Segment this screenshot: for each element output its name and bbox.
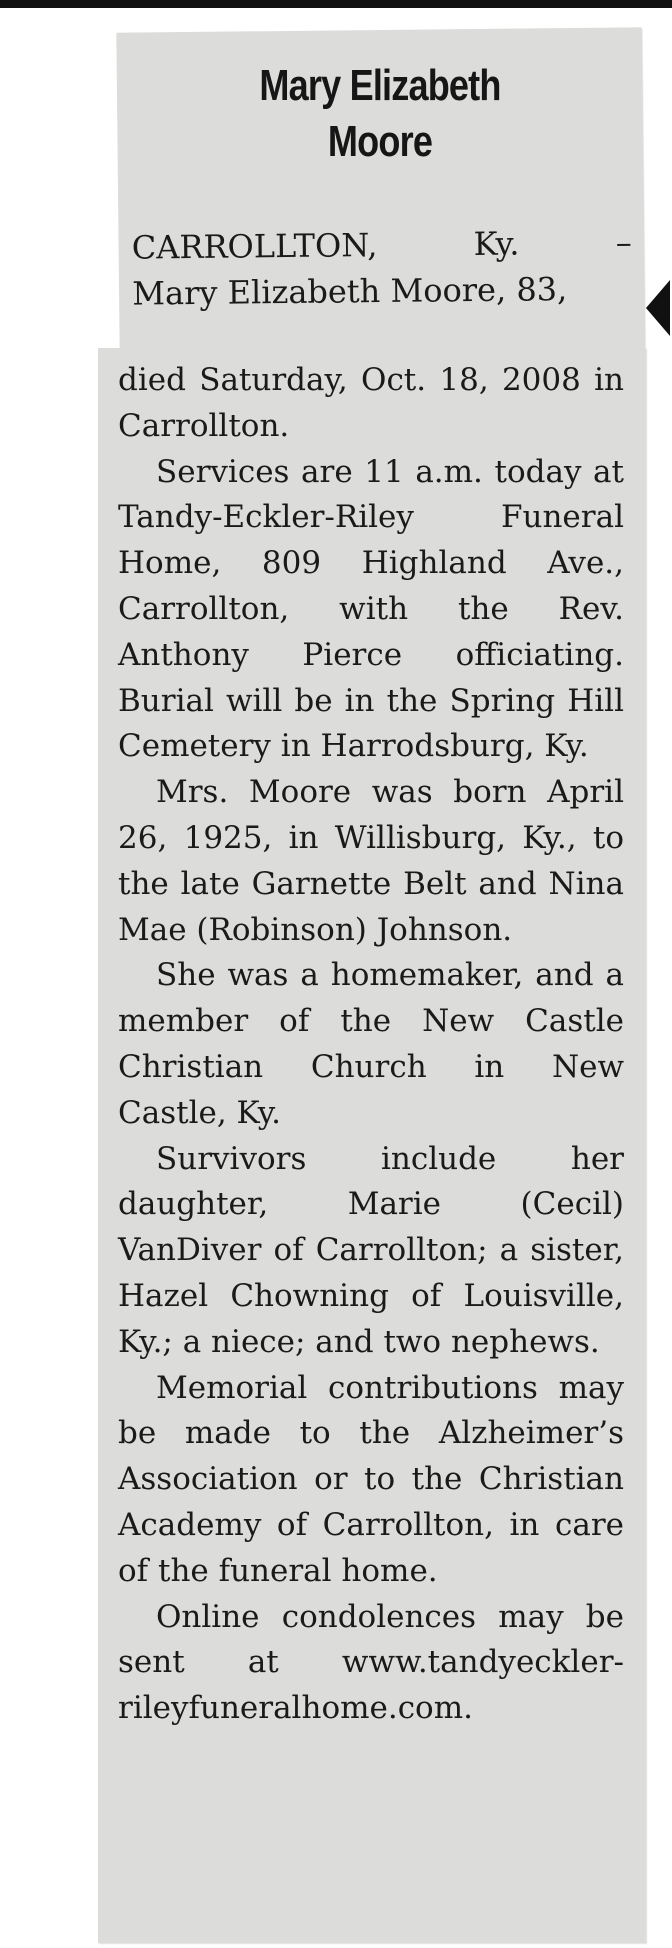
torn-edge-mark (646, 280, 670, 336)
paragraph-birth: Mrs. Moore was born April 26, 1925, in Willisburg, Ky., to the late Garnette Belt and Nina Mae (Robinson) Johnson. (118, 774, 624, 948)
paragraph-survivors: Survivors include her daughter, Marie (Cecil) VanDiver of Carrollton; a sister, Hazel Chowning of Louisville, Ky.; a niece; and two nephews. (118, 1140, 624, 1360)
paragraph-condolences: Online condolences may be sent at www.tandyeckler-rileyfuneralhome.com. (118, 1598, 624, 1727)
paragraph-occupation: She was a homemaker, and a member of the New Castle Christian Church in New Castle, Ky. (118, 957, 624, 1131)
headline-line-1: Mary Elizabeth (259, 61, 501, 110)
paragraph-memorials: Memorial contributions may be made to the Alzheimer’s Association or to the Christian Academy of Carrollton, in care of the funeral home. (118, 1369, 624, 1589)
dateline-continuation: Mary Elizabeth Moore, 83, (132, 270, 568, 313)
obituary-body (118, 358, 624, 1732)
obituary-headline (200, 58, 561, 170)
paragraph-death-notice: died Saturday, Oct. 18, 2008 in Carrollton. (118, 362, 624, 444)
headline-line-2: Moore (327, 117, 433, 166)
paragraph-services: Services are 11 a.m. today at Tandy-Eckler-Riley Funeral Home, 809 Highland Ave., Carrollton, with the Rev. Anthony Pierce officiating. Burial will be in the Spring Hill Cemetery in Harrodsburg, Ky. (118, 453, 624, 765)
dateline-text: CARROLLTON, Ky. – (131, 223, 632, 267)
scan-top-edge (0, 0, 672, 8)
dateline-block (132, 219, 633, 316)
